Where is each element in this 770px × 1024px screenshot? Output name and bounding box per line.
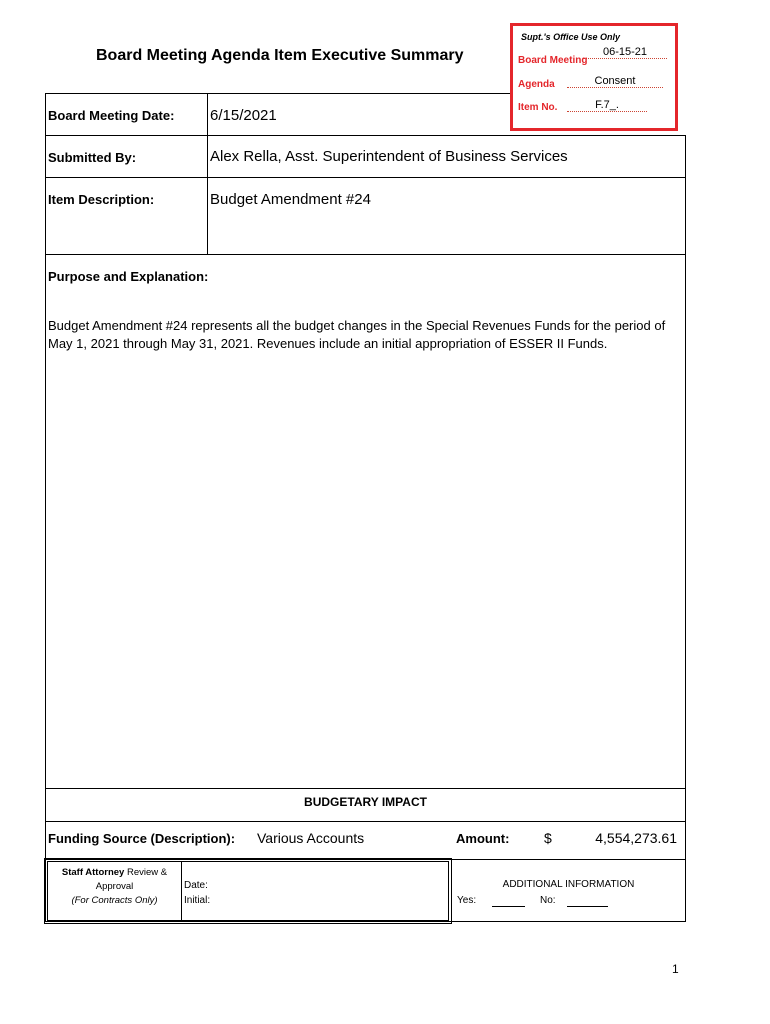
agenda-value: Consent [567,75,663,88]
item-no-value: F.7_. [567,99,647,112]
board-meeting-label: Board Meeting [518,55,588,66]
supt-office-header: Supt.'s Office Use Only [521,32,620,42]
attorney-title-bold: Staff Attorney [61,867,125,878]
item-no-label: Item No. [518,102,558,113]
yes-blank[interactable] [492,906,525,907]
attorney-divider [181,861,182,921]
attorney-review-title [48,866,181,908]
item-description-value: Budget Amendment #24 [210,191,371,208]
purpose-top-border [45,254,686,255]
no-blank[interactable] [567,906,608,907]
amount-label: Amount: [456,831,510,846]
column-divider [207,93,208,255]
attorney-title-rest: Review & [124,867,168,878]
board-meeting-date-value: 6/15/2021 [210,107,277,124]
attorney-contracts-only: (For Contracts Only) [71,895,158,906]
attorney-date-label: Date: [184,880,208,891]
currency-symbol: $ [544,830,552,846]
page-title: Board Meeting Agenda Item Executive Summary [96,47,464,64]
board-meeting-value: 06-15-21 [583,46,667,59]
row1-top-border [45,93,510,94]
attorney-initial-label: Initial: [184,895,211,906]
funding-source-label: Funding Source (Description): [48,831,236,846]
row2-top-border [45,135,686,136]
budget-heading-bottom [45,821,686,822]
yes-label: Yes: [457,895,477,906]
purpose-text: Budget Amendment #24 represents all the budget changes in the Special Revenues Funds for the period of May 1, 2021 through May 31, 2021. Revenues include an initial appropriation of ESSER II Funds. [48,318,666,351]
funding-source-value: Various Accounts [257,830,365,846]
submitted-by-label: Submitted By: [48,150,137,165]
no-label: No: [540,895,556,906]
budgetary-impact-heading: BUDGETARY IMPACT [304,795,427,809]
page-number: 1 [672,962,679,976]
attorney-approval: Approval [95,881,134,892]
purpose-heading: Purpose and Explanation: [48,269,209,284]
row3-top-border [45,177,686,178]
additional-info-heading: ADDITIONAL INFORMATION [502,879,635,890]
item-description-label: Item Description: [48,192,155,207]
agenda-label: Agenda [518,79,555,90]
submitted-by-value: Alex Rella, Asst. Superintendent of Business Services [210,148,568,165]
supt-office-box [510,23,678,131]
amount-value: 4,554,273.61 [595,830,677,846]
budget-top-border [45,788,686,789]
board-meeting-date-label: Board Meeting Date: [48,108,175,123]
